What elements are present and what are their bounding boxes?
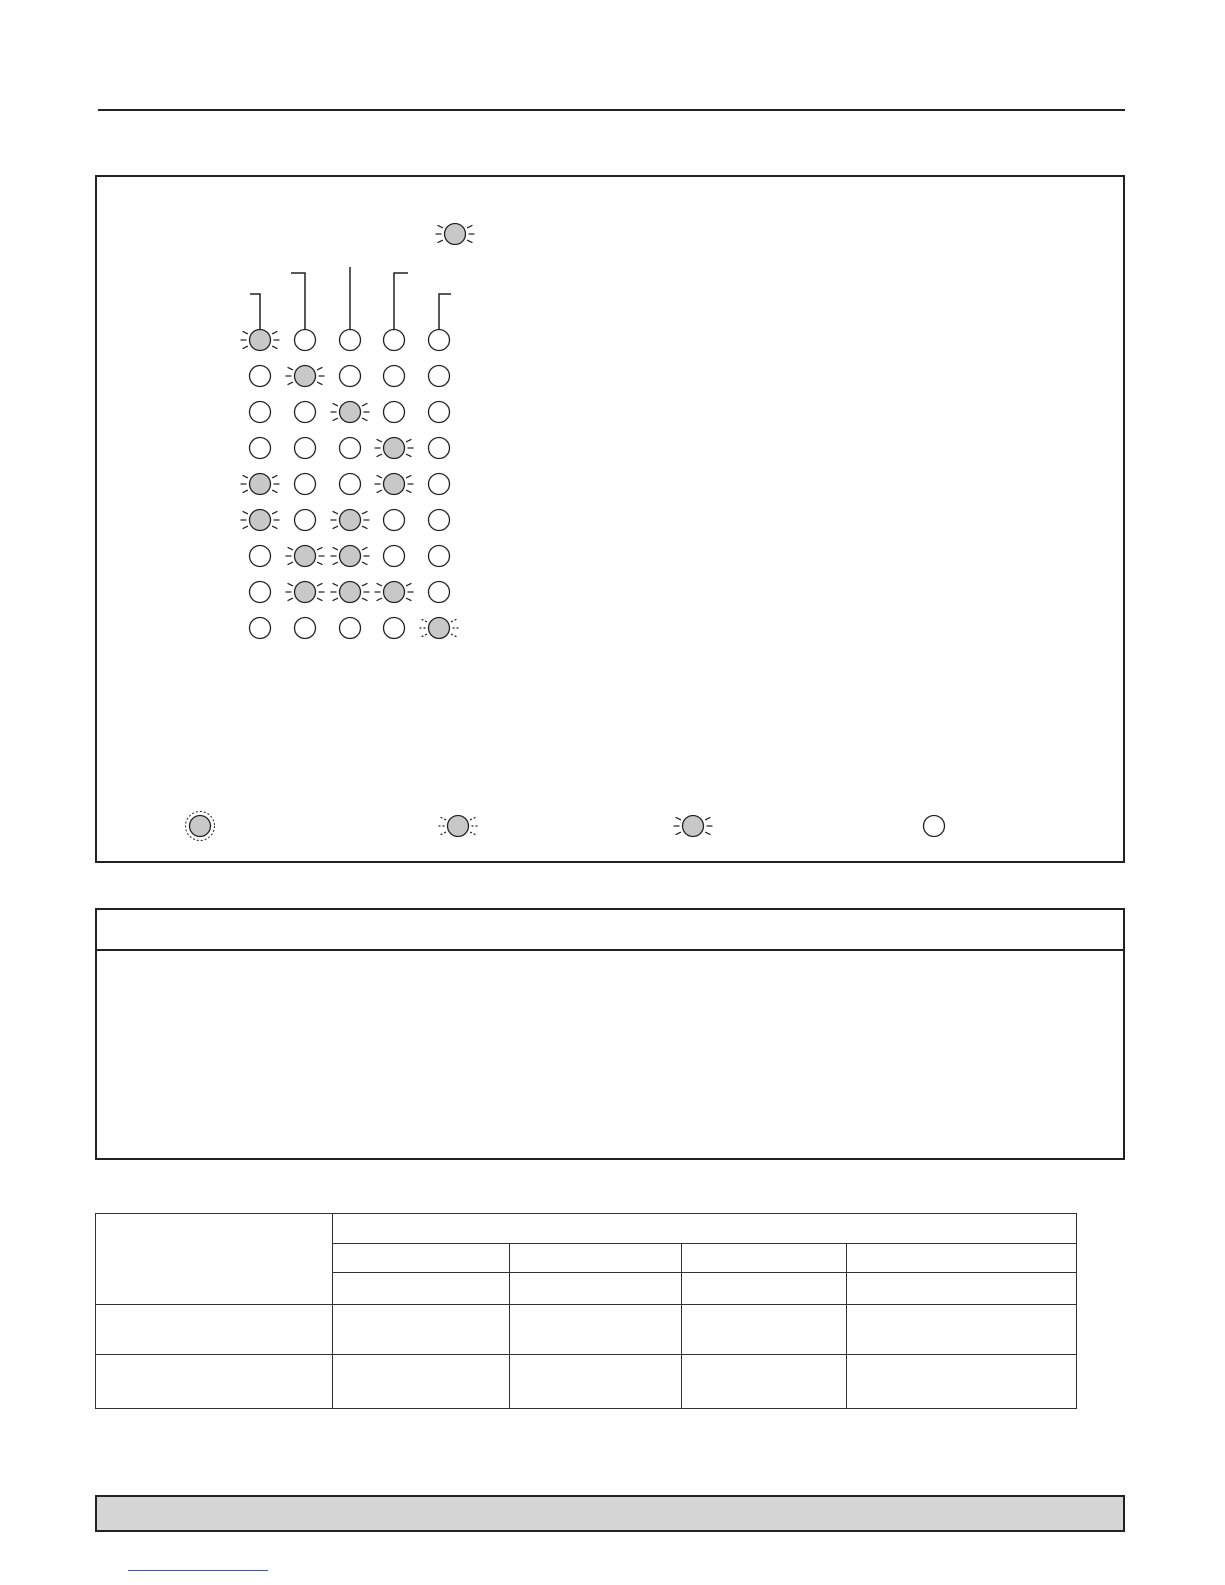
footer-bar — [95, 1495, 1125, 1532]
led-indicator-icon — [340, 474, 361, 495]
led-indicator-icon — [384, 546, 405, 567]
column-leader-line — [394, 273, 408, 329]
led-indicator-icon — [331, 546, 370, 567]
header-rule — [98, 109, 1125, 111]
led-indicator-icon — [241, 474, 280, 495]
led-indicator-icon — [331, 402, 370, 423]
led-indicator-icon — [295, 402, 316, 423]
table-row-header — [96, 1355, 333, 1409]
led-indicator-icon — [384, 366, 405, 387]
led-indicator-icon — [295, 438, 316, 459]
legend-led-icon — [186, 812, 215, 841]
column-leader-line — [439, 294, 451, 329]
led-indicator-icon — [295, 510, 316, 531]
led-indicator-icon — [250, 618, 271, 639]
reference-led-icon — [436, 224, 475, 245]
table-cell-corner — [96, 1214, 333, 1305]
led-indicator-icon — [340, 438, 361, 459]
column-leader-line — [250, 294, 260, 329]
led-indicator-icon — [250, 438, 271, 459]
led-indicator-icon — [429, 546, 450, 567]
led-indicator-icon — [295, 474, 316, 495]
column-leader-line — [291, 273, 305, 329]
table-cell — [510, 1244, 682, 1273]
led-indicator-icon — [384, 618, 405, 639]
notes-panel — [95, 908, 1125, 1160]
led-diagram-panel — [95, 175, 1125, 863]
led-indicator-icon — [420, 618, 459, 639]
table-cell — [682, 1355, 847, 1409]
table-cell — [847, 1355, 1077, 1409]
notes-body — [107, 962, 1107, 1142]
led-indicator-icon — [250, 366, 271, 387]
table-cell — [333, 1273, 510, 1305]
led-indicator-icon — [250, 546, 271, 567]
legend-led-icon — [674, 816, 713, 837]
led-indicator-icon — [384, 402, 405, 423]
led-indicator-icon — [429, 582, 450, 603]
led-indicator-icon — [331, 582, 370, 603]
led-indicator-icon — [384, 510, 405, 531]
led-indicator-icon — [429, 330, 450, 351]
table-cell — [847, 1273, 1077, 1305]
table-row-header — [96, 1305, 333, 1355]
led-indicator-icon — [250, 402, 271, 423]
table-cell — [510, 1305, 682, 1355]
led-diagram — [97, 177, 1123, 861]
led-indicator-icon — [375, 582, 414, 603]
spec-table — [95, 1213, 1077, 1409]
led-indicator-icon — [384, 330, 405, 351]
led-indicator-icon — [331, 510, 370, 531]
led-indicator-icon — [250, 582, 271, 603]
led-indicator-icon — [340, 366, 361, 387]
led-indicator-icon — [429, 510, 450, 531]
led-indicator-icon — [429, 438, 450, 459]
table-cell — [847, 1305, 1077, 1355]
led-indicator-icon — [340, 618, 361, 639]
table-cell — [682, 1305, 847, 1355]
table-cell — [333, 1244, 510, 1273]
table-cell — [682, 1273, 847, 1305]
legend-led-icon — [924, 816, 945, 837]
table-cell-group-header — [333, 1214, 1077, 1244]
table-cell — [510, 1273, 682, 1305]
led-indicator-icon — [295, 618, 316, 639]
led-indicator-icon — [295, 330, 316, 351]
led-indicator-icon — [286, 366, 325, 387]
led-indicator-icon — [340, 330, 361, 351]
led-indicator-icon — [429, 402, 450, 423]
led-indicator-icon — [286, 582, 325, 603]
led-indicator-icon — [375, 438, 414, 459]
led-indicator-icon — [241, 330, 280, 351]
table-cell — [847, 1244, 1077, 1273]
table-cell — [333, 1305, 510, 1355]
legend-led-icon — [439, 816, 478, 837]
table-cell — [510, 1355, 682, 1409]
table-cell — [333, 1355, 510, 1409]
led-indicator-icon — [375, 474, 414, 495]
led-indicator-icon — [429, 474, 450, 495]
table-cell — [682, 1244, 847, 1273]
led-indicator-icon — [429, 366, 450, 387]
notes-header — [97, 910, 1123, 951]
led-indicator-icon — [286, 546, 325, 567]
footer-link-underline[interactable] — [128, 1570, 268, 1571]
led-indicator-icon — [241, 510, 280, 531]
